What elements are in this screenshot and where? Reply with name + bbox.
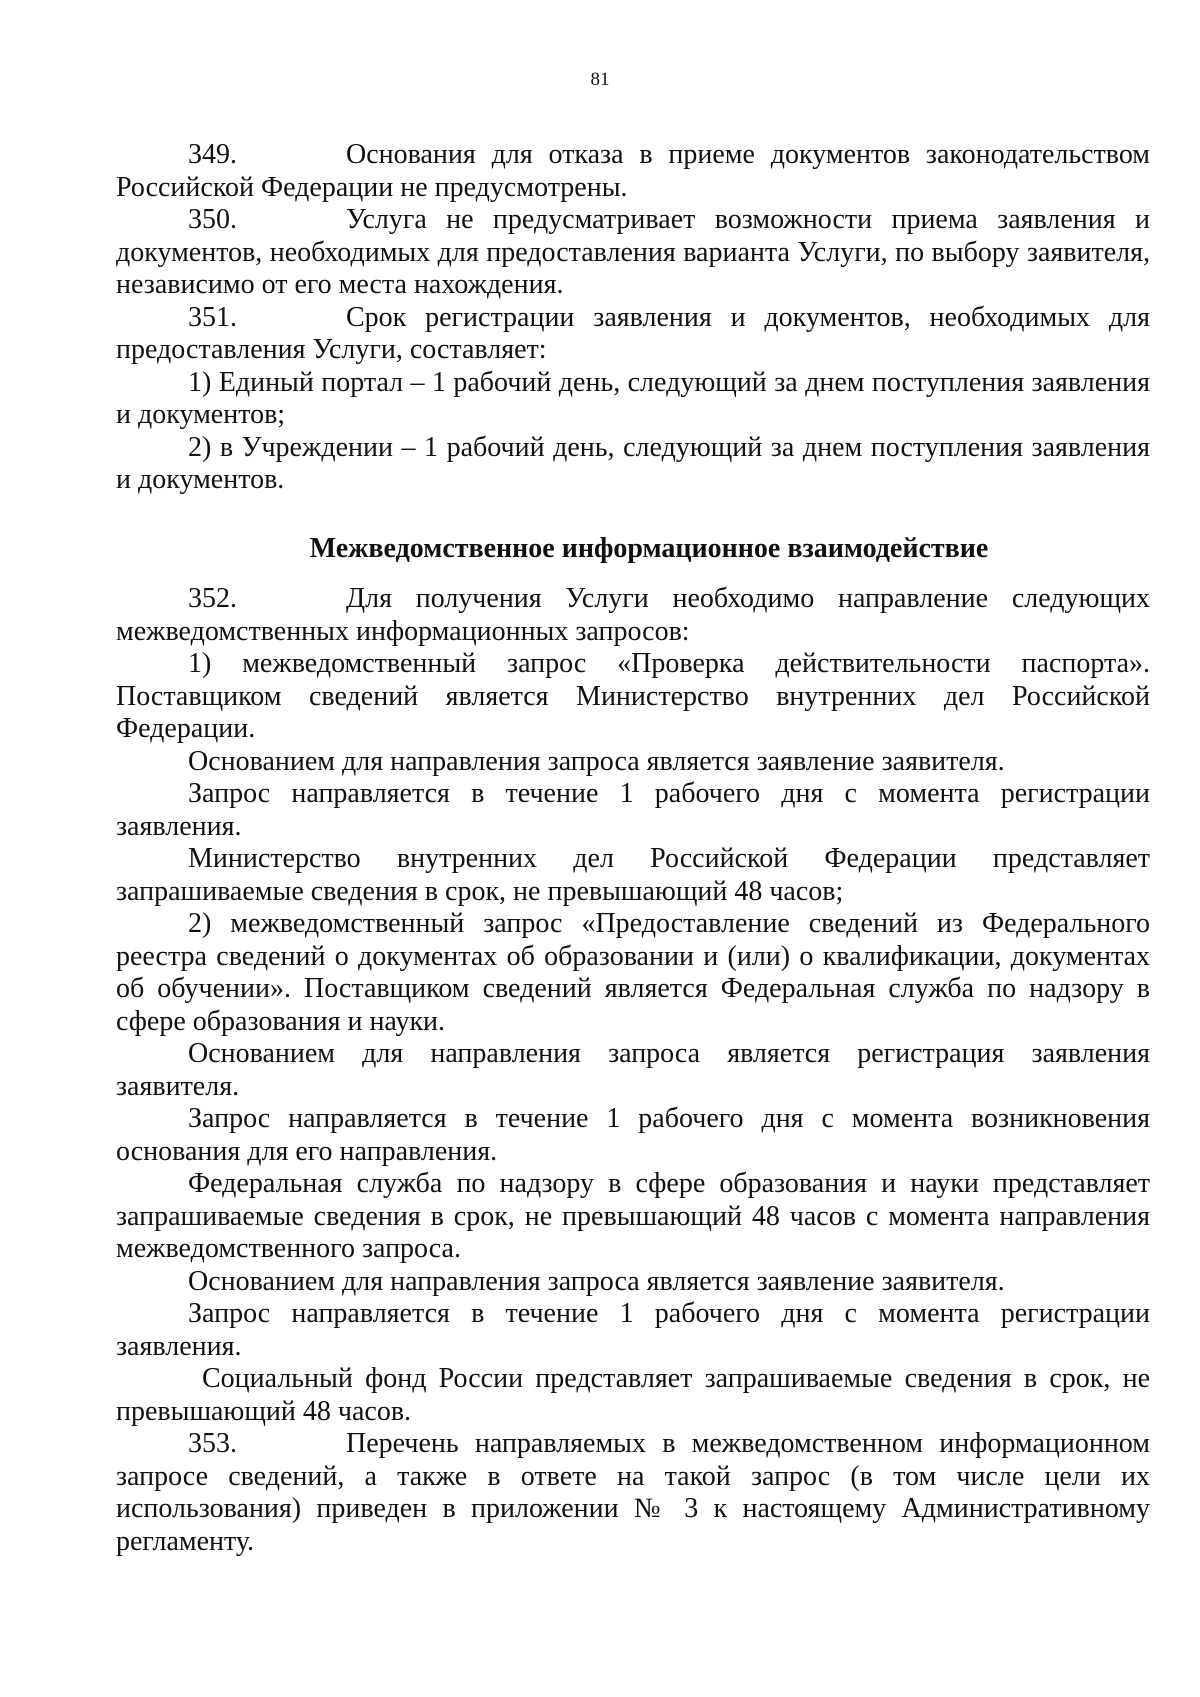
page-number: 81 bbox=[590, 69, 610, 90]
paragraph-352 bbox=[116, 583, 1150, 648]
paragraph-text: Запрос направляется в течение 1 рабочего дня с момента регистрации заявления. bbox=[116, 778, 1150, 842]
document-body bbox=[116, 139, 1150, 1558]
paragraph-text: Для получения Услуги необходимо направление следующих межведомственных информационных запросов: bbox=[116, 583, 1150, 647]
paragraph-text: Основанием для направления запроса является заявление заявителя. bbox=[188, 1265, 1005, 1297]
paragraph-text: Запрос направляется в течение 1 рабочего дня с момента возникновения основания для его направления. bbox=[116, 1103, 1150, 1167]
paragraph-351 bbox=[116, 302, 1150, 367]
paragraph-text: Министерство внутренних дел Российской Федерации представляет запрашиваемые сведения в срок, не превышающий 48 часов; bbox=[116, 843, 1150, 907]
paragraph-number: 351. bbox=[188, 301, 237, 333]
paragraph-number: 349. bbox=[188, 139, 237, 170]
paragraph-text: Федеральная служба по надзору в сфере образования и науки представляет запрашиваемые сведения в срок, не превышающий 48 часов с момента направления межведомственного запроса. bbox=[116, 1168, 1150, 1264]
paragraph-352-item-2: 2) межведомственный запрос «Предоставление сведений из Федерального реестра сведений о документах об образовании и (или) о квалификации, документах об обучении». Поставщиком сведений является Федеральная служба по надзору в сфере образования и науки. bbox=[116, 908, 1150, 1037]
paragraph-text: Услуга не предусматривает возможности приема заявления и документов, необходимых для предоставления варианта Услуги, по выбору заявителя, независимо от его места нахождения. bbox=[116, 204, 1150, 300]
paragraph-351-item-2: 2) в Учреждении – 1 рабочий день, следующий за днем поступления заявления и документов. bbox=[116, 431, 1150, 495]
paragraph-text: Основанием для направления запроса является регистрация заявления заявителя. bbox=[116, 1038, 1150, 1102]
paragraph-text: Социальный фонд России представляет запрашиваемые сведения в срок, не превышающий 48 часов. bbox=[116, 1363, 1150, 1427]
paragraph-text: Запрос направляется в течение 1 рабочего дня с момента регистрации заявления. bbox=[116, 1298, 1150, 1362]
paragraph-text: Перечень направляемых в межведомственном информационном запросе сведений, а также в ответе на такой запрос (в том числе цели их использования) приведен в приложении № 3 к настоящему Административному регламенту. bbox=[116, 1428, 1150, 1557]
paragraph-352-item-1: 1) межведомственный запрос «Проверка действительности паспорта». Поставщиком сведений является Министерство внутренних дел Российской Федерации. bbox=[116, 648, 1150, 744]
paragraph-353 bbox=[116, 1428, 1150, 1558]
paragraph-number: 350. bbox=[188, 204, 237, 235]
paragraph-349 bbox=[116, 139, 1150, 204]
paragraph-350 bbox=[116, 204, 1150, 302]
paragraph-text: Основанием для направления запроса является заявление заявителя. bbox=[188, 745, 1005, 777]
paragraph-number: 353. bbox=[188, 1428, 237, 1459]
section-heading: Межведомственное информационное взаимодействие bbox=[309, 532, 989, 564]
paragraph-text: Срок регистрации заявления и документов, необходимых для предоставления Услуги, составляет: bbox=[116, 301, 1150, 365]
paragraph-text: Основания для отказа в приеме документов законодательством Российской Федерации не предусмотрены. bbox=[116, 139, 1150, 203]
paragraph-number: 352. bbox=[188, 583, 237, 614]
paragraph-351-item-1: 1) Единый портал – 1 рабочий день, следующий за днем поступления заявления и документов; bbox=[116, 366, 1150, 430]
